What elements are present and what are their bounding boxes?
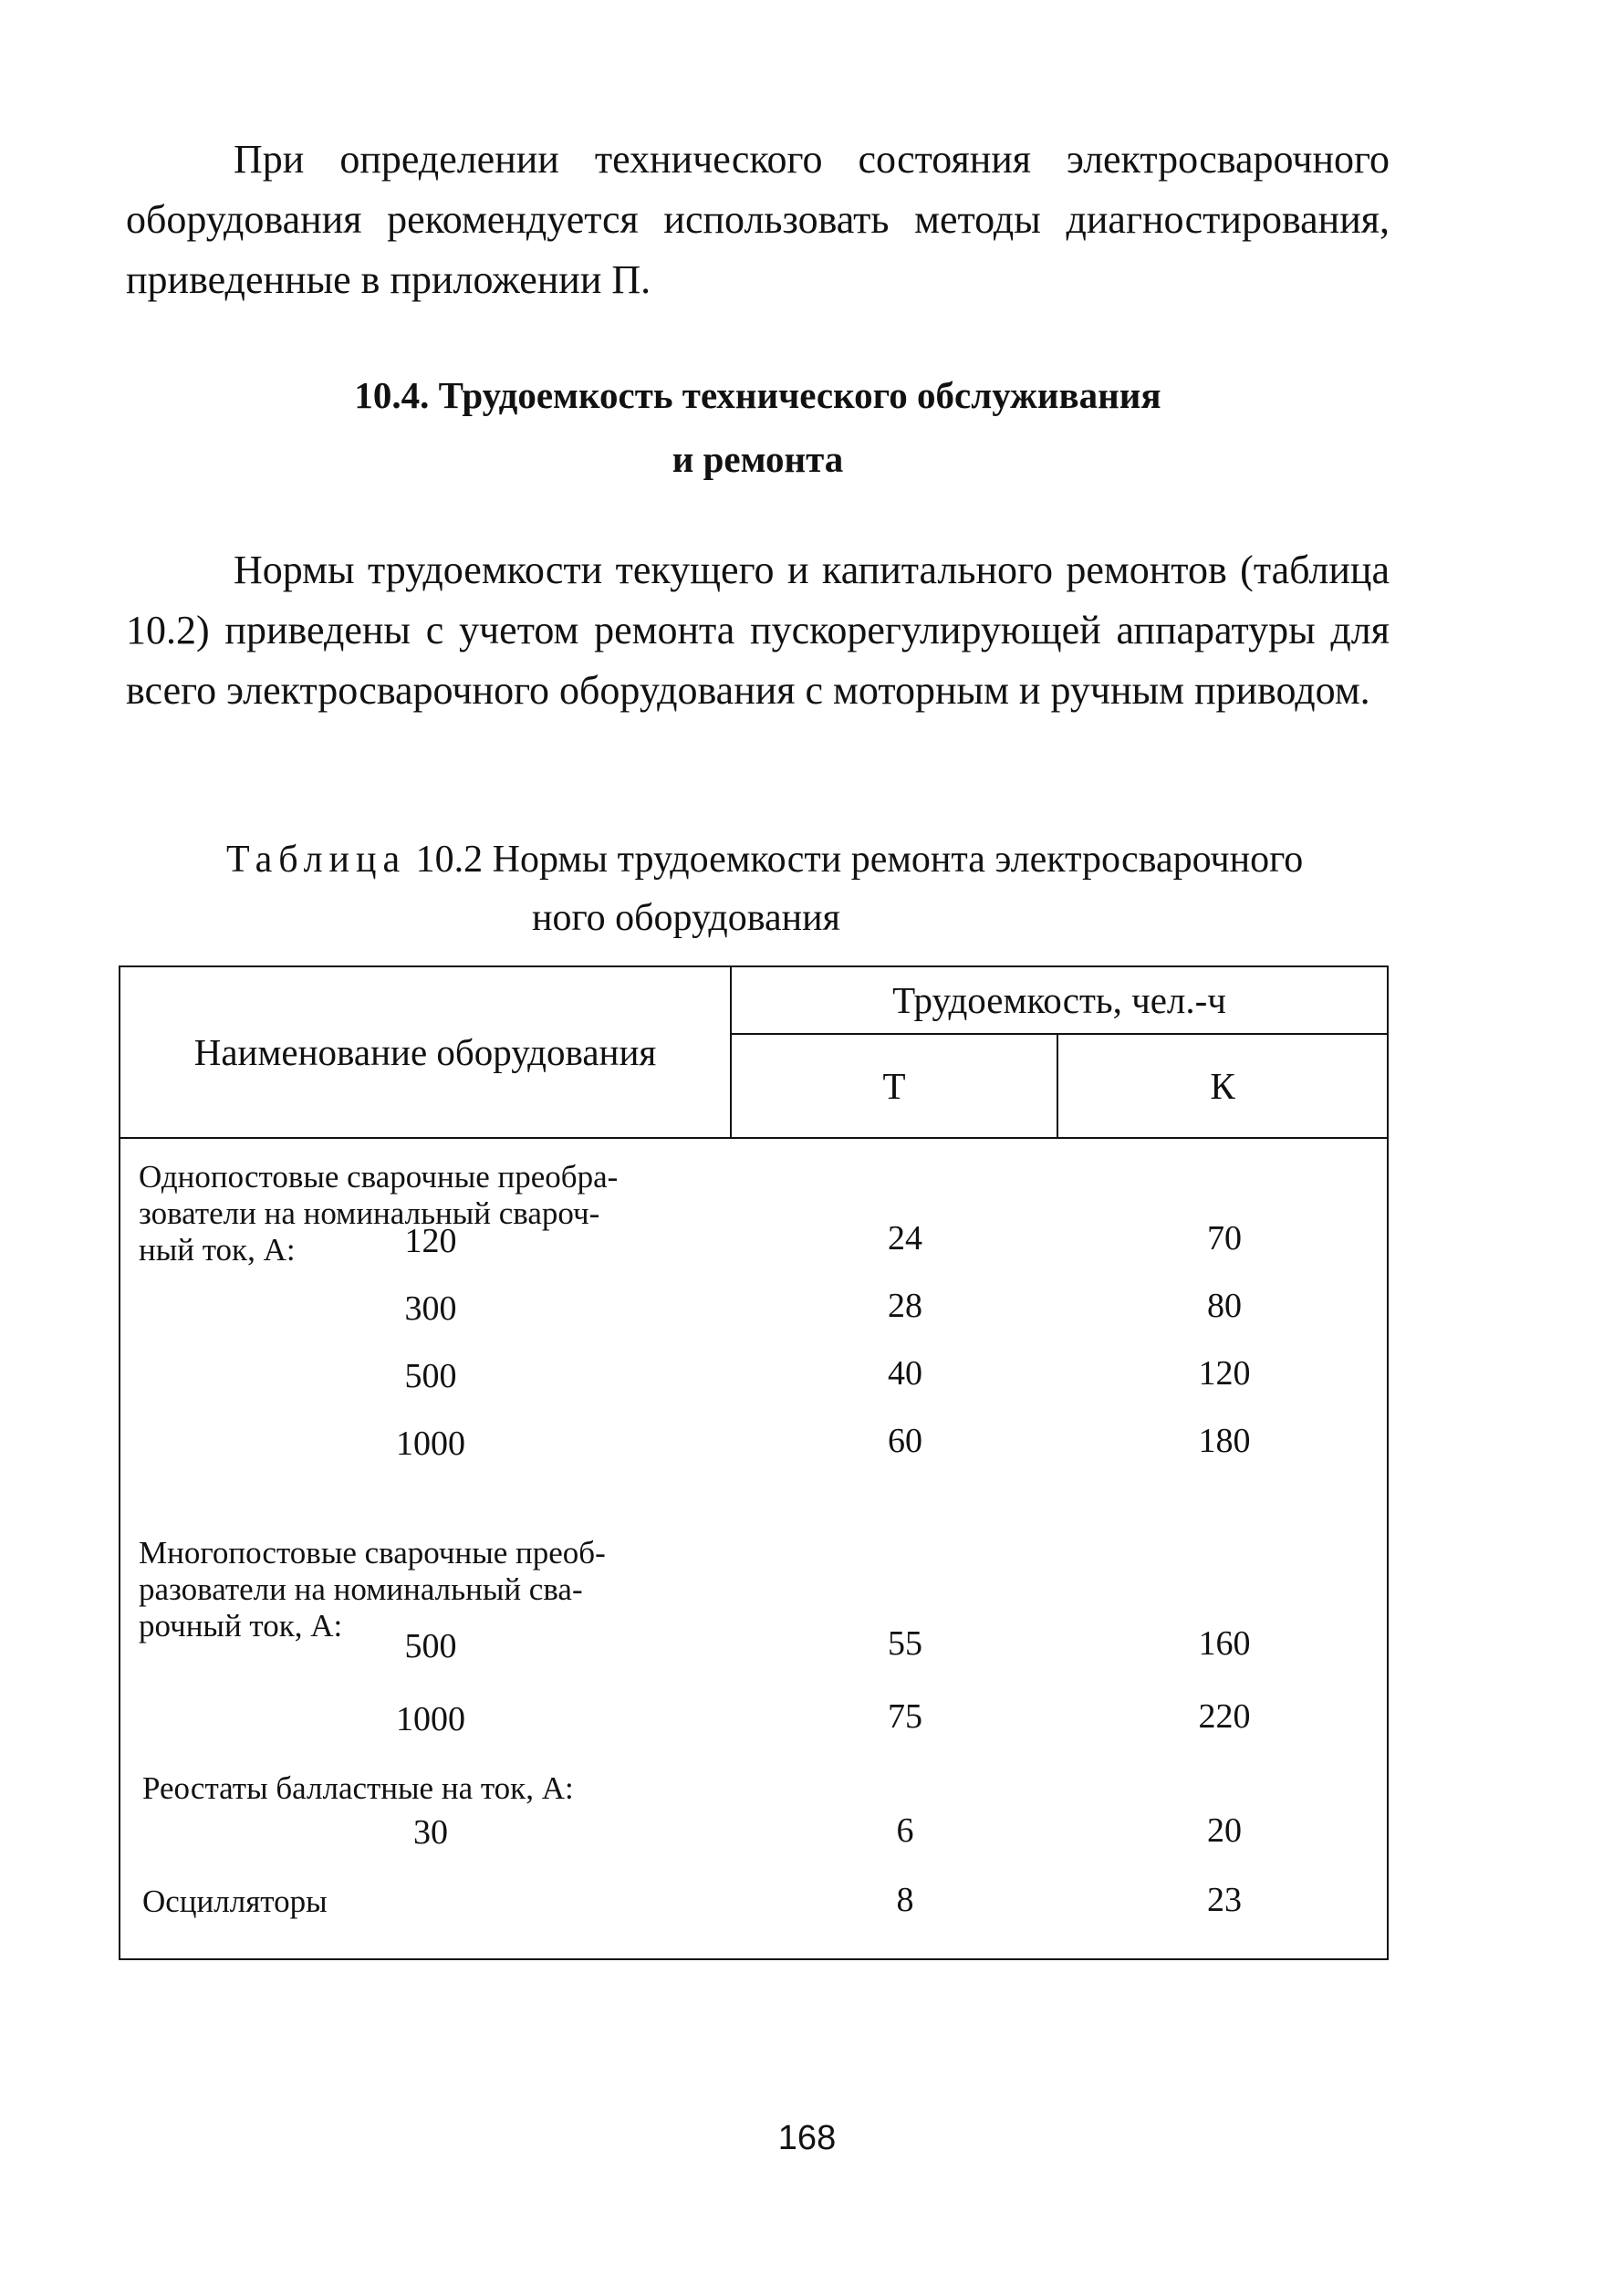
table-caption-label: Таблица — [226, 839, 407, 881]
table-caption-number: 10.2 — [415, 839, 484, 881]
table-caption-title-continued: ного оборудования — [532, 897, 840, 939]
group-title-line: Осциллятоpы — [142, 1884, 328, 1919]
row-item: 120 — [404, 1222, 457, 1260]
row-item: 1000 — [396, 1425, 465, 1463]
row-t-value: 28 — [888, 1287, 922, 1325]
row-k-value: 23 — [1207, 1881, 1242, 1919]
row-t-value: 60 — [888, 1422, 922, 1460]
page-number: 168 — [777, 2119, 837, 2157]
row-item: 300 — [404, 1289, 457, 1328]
row-k-value: 80 — [1207, 1287, 1242, 1325]
row-item: 500 — [404, 1627, 457, 1665]
header-t-column: Т — [882, 1065, 906, 1107]
group-title-oscillators — [142, 1884, 328, 1920]
row-k-value: 20 — [1207, 1811, 1242, 1850]
row-t-value: 24 — [888, 1219, 922, 1258]
row-k-value: 120 — [1198, 1354, 1251, 1393]
row-t-value: 40 — [888, 1354, 922, 1393]
row-t-value: 75 — [888, 1697, 922, 1736]
group-title-line: Реостаты балластные на ток, А: — [142, 1770, 574, 1806]
header-name-column: Наименование оборудования — [193, 1031, 657, 1073]
row-t-value: 55 — [888, 1624, 922, 1663]
table-caption — [226, 830, 1394, 947]
group-title-line: Многопостовые сварочные преоб- — [139, 1535, 606, 1571]
table-caption-title: Нормы трудоемкости ремонта электросварочного — [492, 839, 1304, 881]
norms-paragraph: Нормы трудоемкости текущего и капитального ремонтов (таблица 10.2) приведены с учетом ремонта пускорегулирующей аппаратуры для всего электросварочного оборудования с моторным и ручным приводом. — [126, 548, 1390, 713]
section-heading-line1: 10.4. Трудоемкость технического обслуживания — [354, 374, 1161, 416]
row-item: 500 — [404, 1357, 457, 1395]
row-t-value: 8 — [896, 1881, 914, 1919]
header-bottom-rule — [120, 1137, 1387, 1139]
group-title-ballast-rheostats — [142, 1770, 574, 1807]
header-labor-group: Трудоемкость, чел.-ч — [892, 979, 1226, 1021]
labor-norms-table — [119, 965, 1389, 1960]
header-k-column: К — [1210, 1065, 1235, 1107]
group-title-multi-station — [139, 1535, 606, 1644]
row-k-value: 70 — [1207, 1219, 1242, 1258]
row-item: 1000 — [396, 1700, 465, 1738]
row-k-value: 160 — [1198, 1624, 1251, 1663]
section-heading — [126, 363, 1390, 491]
row-k-value: 220 — [1198, 1697, 1251, 1736]
row-k-value: 180 — [1198, 1422, 1251, 1460]
row-item: 30 — [413, 1813, 448, 1852]
row-t-value: 6 — [896, 1811, 914, 1850]
group-title-line: ный ток, А: — [139, 1232, 296, 1268]
header-group-rule — [730, 1033, 1387, 1035]
section-heading-line2: и ремонта — [672, 438, 844, 480]
group-title-line: рочный ток, А: — [139, 1608, 343, 1644]
group-title-line: зователи на номинальный свароч- — [139, 1195, 600, 1231]
intro-paragraph: При определении технического состояния электросварочного оборудования рекомендуется использовать методы диагностирования, приведенные в приложении П. — [126, 137, 1390, 302]
group-title-line: разователи на номинальный сва- — [139, 1571, 583, 1607]
group-title-line: Однопостовые сварочные преобра- — [139, 1159, 619, 1195]
